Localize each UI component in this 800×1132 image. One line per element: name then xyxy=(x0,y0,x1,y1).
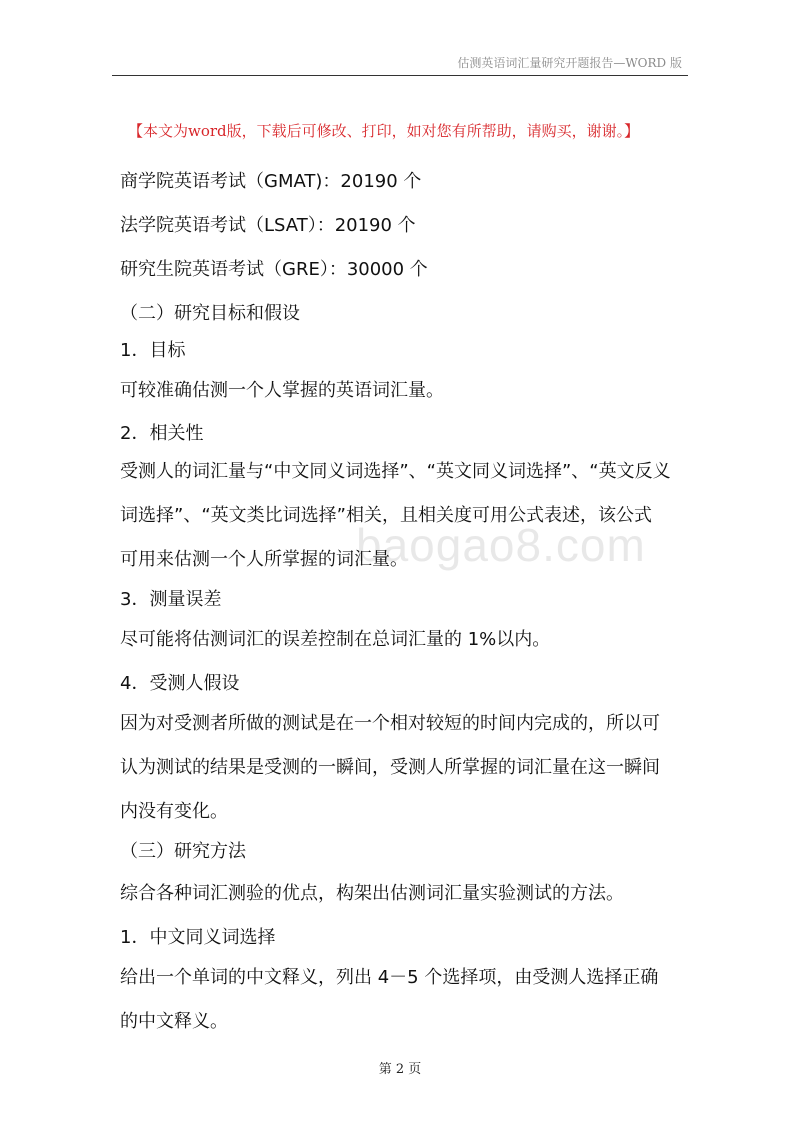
download-notice: 【本文为word版，下载后可修改、打印，如对您有所帮助，请购买，谢谢。】 xyxy=(128,122,640,140)
sub-heading: 3．测量误差 xyxy=(120,589,222,610)
watermark-logo: baogao8.com xyxy=(356,519,646,571)
sub-heading: 1．目标 xyxy=(120,340,186,361)
body-line: 词选择”、“英文类比词选择”相关，且相关度可用公式表述，该公式 xyxy=(120,505,652,526)
body-line: 可较准确估测一个人掌握的英语词汇量。 xyxy=(120,380,444,401)
body-line: 综合各种词汇测验的优点，构架出估测词汇量实验测试的方法。 xyxy=(120,883,624,904)
body-line: 可用来估测一个人所掌握的词汇量。 xyxy=(120,549,408,570)
sub-heading: 4．受测人假设 xyxy=(120,673,240,694)
body-line: 给出一个单词的中文释义，列出 4－5 个选择项，由受测人选择正确 xyxy=(120,967,659,988)
sub-heading: 1．中文同义词选择 xyxy=(120,927,276,948)
section-heading: （三）研究方法 xyxy=(120,841,246,862)
body-line: 认为测试的结果是受测的一瞬间，受测人所掌握的词汇量在这一瞬间 xyxy=(120,757,660,778)
body-line: 内没有变化。 xyxy=(120,801,228,822)
body-line: 尽可能将估测词汇的误差控制在总词汇量的 1%以内。 xyxy=(120,629,551,650)
body-line: 受测人的词汇量与“中文同义词选择”、“英文同义词选择”、“英文反义 xyxy=(120,461,671,482)
section-heading: （二）研究目标和假设 xyxy=(120,303,300,324)
body-line: 的中文释义。 xyxy=(120,1011,228,1032)
body-line: 商学院英语考试（GMAT)：20190 个 xyxy=(120,171,422,192)
body-line: 研究生院英语考试（GRE）：30000 个 xyxy=(120,259,428,280)
body-line: 因为对受测者所做的测试是在一个相对较短的时间内完成的，所以可 xyxy=(120,713,660,734)
sub-heading: 2．相关性 xyxy=(120,423,204,444)
header-title: 估测英语词汇量研究开题报告—WORD 版 xyxy=(457,56,682,70)
page-number: 第 2 页 xyxy=(378,1062,422,1077)
body-line: 法学院英语考试（LSAT）：20190 个 xyxy=(120,215,416,236)
header-divider xyxy=(112,75,688,76)
